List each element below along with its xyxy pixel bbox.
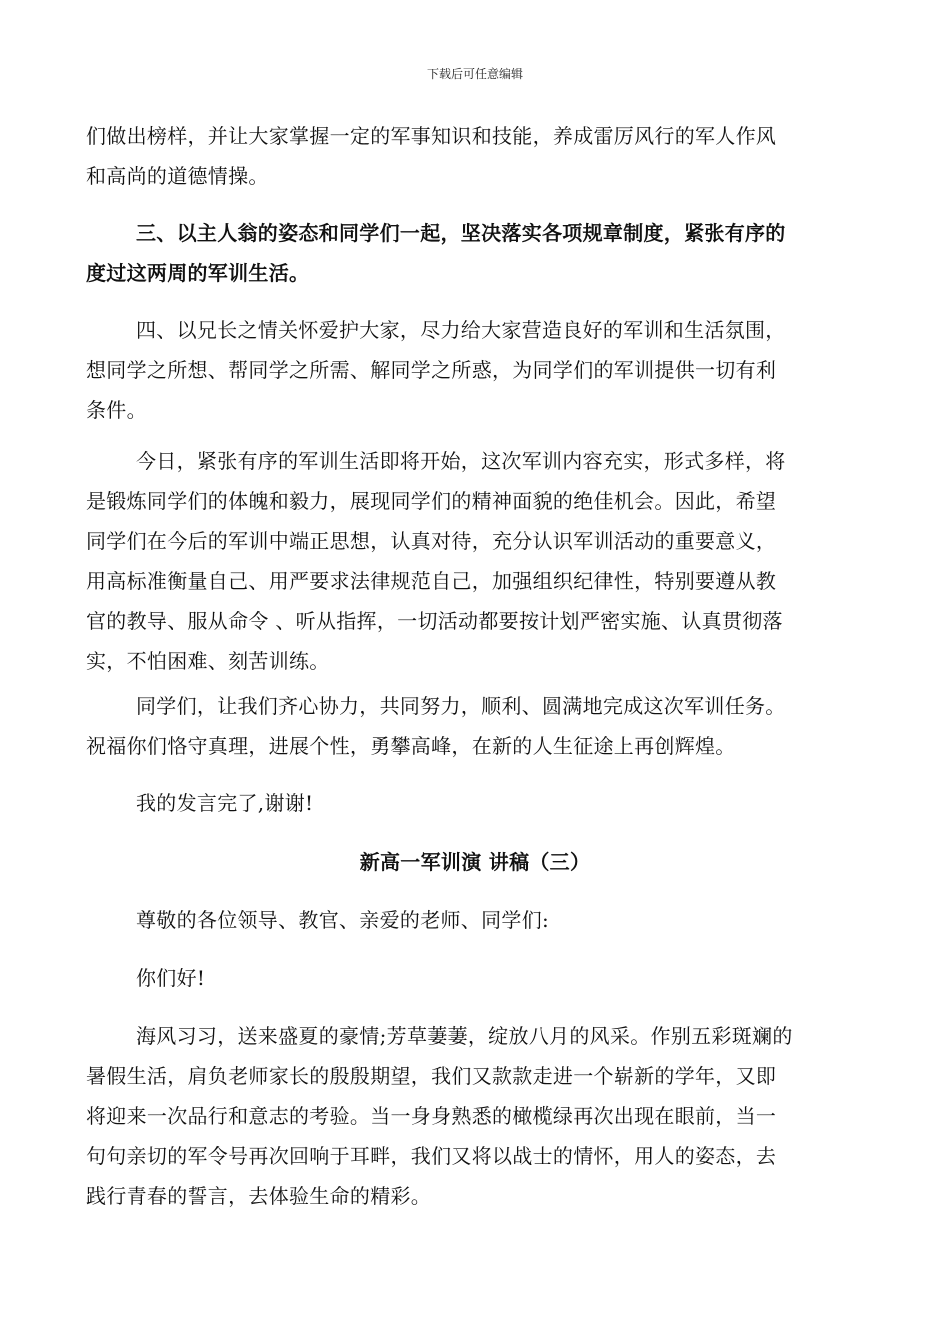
text-line: 尊敬的各位领导、教官、亲爱的老师、同学们: <box>136 908 550 932</box>
text-line: 是锻炼同学们的体魄和毅力，展现同学们的精神面貌的绝佳机会。因此，希望 <box>86 489 777 513</box>
text-line: 想同学之所想、帮同学之所需、解同学之所惑，为同学们的军训提供一切有利 <box>86 358 777 382</box>
text-line: 祝福你们恪守真理，进展个性，勇攀高峰，在新的人生征途上再创辉煌。 <box>86 734 736 758</box>
text-line: 同学们在今后的军训中端正思想，认真对待，充分认识军训活动的重要意义， <box>86 529 777 553</box>
paragraph-4 <box>86 441 864 681</box>
text-line: 们做出榜样，并让大家掌握一定的军事知识和技能，养成雷厉风行的军人作风 <box>86 124 777 148</box>
page-header: 下载后可任意编辑 <box>426 67 523 81</box>
text-line: 条件。 <box>86 398 147 422</box>
section-title: 新高一军训演 讲稿（三） <box>359 850 591 874</box>
text-line: 你们好! <box>136 966 206 990</box>
paragraph-9 <box>86 1016 864 1216</box>
text-line: 和高尚的道德情操。 <box>86 164 269 188</box>
text-line: 海风习习，送来盛夏的豪情;芳草萋萋，绽放八月的风采。作别五彩斑斓的 <box>136 1024 793 1048</box>
paragraph-2-bold <box>86 213 864 293</box>
paragraph-3 <box>86 310 864 430</box>
text-line: 将迎来一次品行和意志的考验。当一身身熟悉的橄榄绿再次出现在眼前，当一 <box>86 1104 777 1128</box>
paragraph-8 <box>86 958 864 998</box>
text-line: 我的发言完了,谢谢! <box>136 791 314 815</box>
text-line: 度过这两周的军训生活。 <box>86 261 310 285</box>
text-line: 官的教导、服从命令 、听从指挥，一切活动都要按计划严密实施、认真贯彻落 <box>86 609 783 633</box>
text-line: 今日，紧张有序的军训生活即将开始，这次军训内容充实，形式多样，将 <box>136 449 786 473</box>
text-line: 同学们，让我们齐心协力，共同努力，顺利、圆满地完成这次军训任务。 <box>136 694 786 718</box>
text-line: 三、以主人翁的姿态和同学们一起，坚决落实各项规章制度，紧张有序的 <box>136 221 786 245</box>
paragraph-5 <box>86 686 864 766</box>
paragraph-1 <box>86 116 864 196</box>
text-line: 用高标准衡量自己、用严要求法律规范自己，加强组织纪律性，特别要遵从教 <box>86 569 777 593</box>
text-line: 四、以兄长之情关怀爱护大家，尽力给大家营造良好的军训和生活氛围， <box>136 318 786 342</box>
paragraph-6 <box>86 783 864 823</box>
text-line: 暑假生活，肩负老师家长的殷殷期望，我们又款款走进一个崭新的学年，又即 <box>86 1064 777 1088</box>
paragraph-7 <box>86 900 864 940</box>
text-line: 实，不怕困难、刻苦训练。 <box>86 649 330 673</box>
text-line: 句句亲切的军令号再次回响于耳畔，我们又将以战士的情怀，用人的姿态，去 <box>86 1144 777 1168</box>
text-line: 践行青春的誓言，去体验生命的精彩。 <box>86 1184 432 1208</box>
